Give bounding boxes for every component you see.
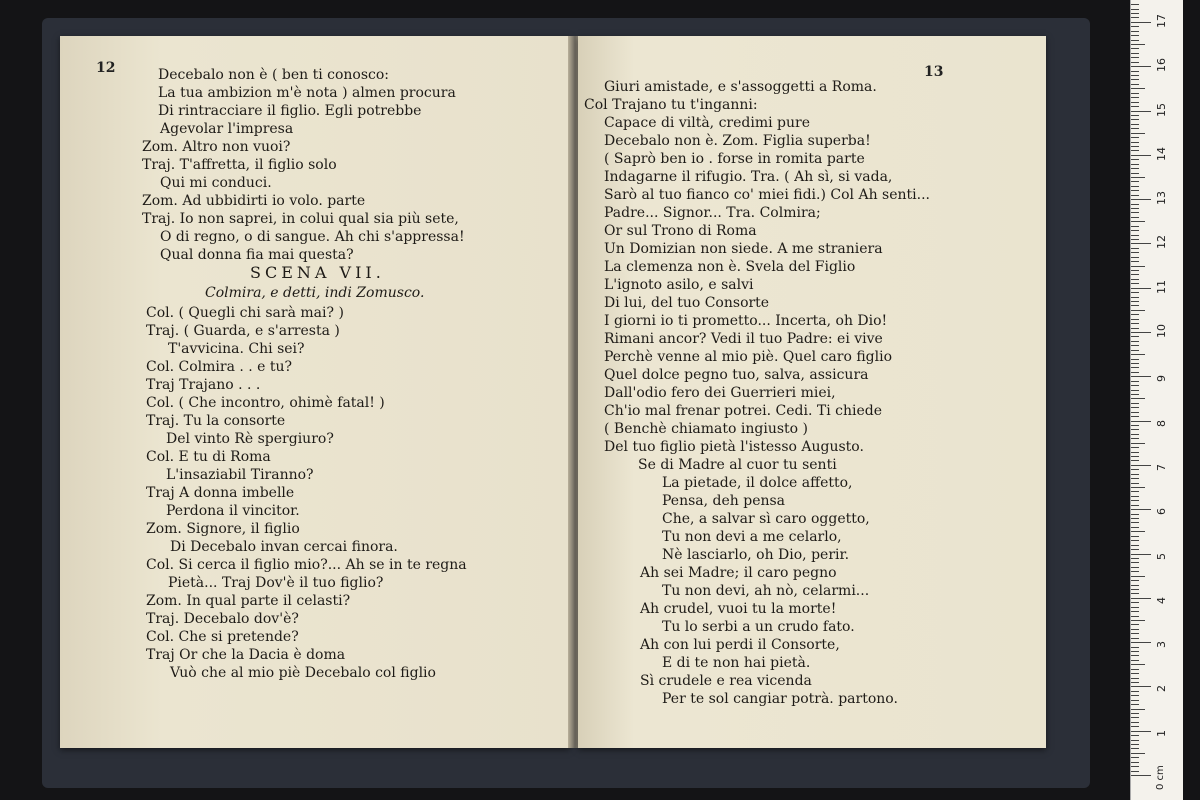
text-line: T'avvicina. Chi sei? <box>168 341 305 357</box>
text-line: Ah con lui perdi il Consorte, <box>640 637 840 653</box>
ruler-tick <box>1131 181 1139 182</box>
ruler-tick <box>1131 235 1139 236</box>
ruler-tick <box>1131 283 1139 284</box>
ruler-tick <box>1131 496 1139 497</box>
text-line: Giuri amistade, e s'assoggetti a Roma. <box>604 79 877 95</box>
ruler-tick <box>1131 651 1139 652</box>
ruler-tick <box>1131 771 1139 772</box>
ruler-tick <box>1131 13 1139 14</box>
ruler-tick <box>1131 248 1139 249</box>
ruler-tick <box>1131 48 1139 49</box>
ruler-tick <box>1131 562 1139 563</box>
text-line: La pietade, il dolce affetto, <box>662 475 853 491</box>
ruler-tick <box>1131 53 1139 54</box>
right-page <box>578 36 1046 748</box>
ruler-tick <box>1131 195 1139 196</box>
ruler-tick <box>1131 633 1139 634</box>
ruler-tick <box>1131 354 1145 355</box>
text-line: Tu lo serbi a un crudo fato. <box>662 619 855 635</box>
text-line: Pensa, deh pensa <box>662 493 786 509</box>
text-line: Sì crudele e rea vicenda <box>640 673 812 689</box>
ruler-tick <box>1131 310 1145 311</box>
ruler-tick <box>1131 514 1139 515</box>
ruler-tick <box>1131 208 1139 209</box>
text-line: Col Trajano tu t'inganni: <box>584 97 758 113</box>
ruler-tick <box>1131 717 1139 718</box>
ruler-tick <box>1131 478 1139 479</box>
ruler-tick <box>1131 266 1145 267</box>
ruler-tick <box>1131 305 1139 306</box>
text-line: Ch'io mal frenar potrei. Cedi. Ti chiede <box>604 403 882 419</box>
ruler-tick <box>1131 372 1139 373</box>
ruler-tick <box>1131 230 1139 231</box>
ruler-tick <box>1131 554 1151 555</box>
ruler-tick <box>1131 540 1139 541</box>
ruler-tick <box>1131 518 1139 519</box>
ruler-tick <box>1131 164 1139 165</box>
ruler-number: 8 <box>1155 419 1168 427</box>
ruler-tick <box>1131 487 1145 488</box>
page-number-right: 13 <box>924 64 944 80</box>
ruler-tick <box>1131 452 1139 453</box>
ruler-tick <box>1131 9 1139 10</box>
ruler-tick <box>1131 204 1139 205</box>
ruler-number: 16 <box>1155 58 1168 73</box>
ruler-tick <box>1131 624 1139 625</box>
ruler-tick <box>1131 438 1139 439</box>
ruler-tick <box>1131 341 1139 342</box>
text-line: Traj. Io non saprei, in colui qual sia più sete, <box>142 211 459 227</box>
ruler-number: 13 <box>1155 191 1168 206</box>
ruler-tick <box>1131 155 1151 156</box>
ruler-tick <box>1131 186 1139 187</box>
ruler-tick <box>1131 398 1145 399</box>
ruler-tick <box>1131 279 1139 280</box>
ruler-tick <box>1131 593 1139 594</box>
ruler-tick <box>1131 412 1139 413</box>
ruler-tick <box>1131 173 1139 174</box>
ruler-tick <box>1131 297 1139 298</box>
ruler-tick <box>1131 115 1139 116</box>
ruler-tick <box>1131 106 1139 107</box>
ruler-tick <box>1131 168 1139 169</box>
ruler-tick <box>1131 79 1139 80</box>
left-page <box>60 36 570 748</box>
text-line: Traj A donna imbelle <box>146 485 295 501</box>
text-line: Traj. T'affretta, il figlio solo <box>142 157 337 173</box>
ruler-tick <box>1131 700 1139 701</box>
ruler-tick <box>1131 429 1139 430</box>
ruler-tick <box>1131 124 1139 125</box>
ruler-tick <box>1131 71 1139 72</box>
ruler-tick <box>1131 775 1151 776</box>
text-line: Per te sol cangiar potrà. partono. <box>662 691 898 707</box>
ruler-tick <box>1131 381 1139 382</box>
ruler-tick <box>1131 44 1145 45</box>
text-line: Colmira, e detti, indi Zomusco. <box>205 285 425 301</box>
ruler-tick <box>1131 660 1139 661</box>
ruler-tick <box>1131 17 1139 18</box>
ruler-tick <box>1131 407 1139 408</box>
ruler-tick <box>1131 252 1139 253</box>
ruler-tick <box>1131 505 1139 506</box>
text-line: Traj. Tu la consorte <box>146 413 286 429</box>
ruler-tick <box>1131 288 1151 289</box>
ruler-tick <box>1131 212 1139 213</box>
ruler-tick <box>1131 359 1139 360</box>
ruler-tick <box>1131 57 1139 58</box>
ruler-tick <box>1131 97 1139 98</box>
ruler-tick <box>1131 753 1145 754</box>
ruler-tick <box>1131 598 1151 599</box>
ruler-tick <box>1131 500 1139 501</box>
ruler-tick <box>1131 460 1139 461</box>
ruler-number: 1 <box>1155 729 1168 737</box>
ruler-tick <box>1131 491 1139 492</box>
ruler-number: 5 <box>1155 552 1168 560</box>
text-line: O di regno, o di sangue. Ah chi s'appressa! <box>160 229 465 245</box>
ruler-tick <box>1131 686 1151 687</box>
ruler-tick <box>1131 585 1139 586</box>
text-line: Decebalo non è. Zom. Figlia superba! <box>604 133 871 149</box>
ruler-tick <box>1131 762 1139 763</box>
text-line: Vuò che al mio piè Decebalo col figlio <box>170 665 436 681</box>
ruler-tick <box>1131 731 1151 732</box>
text-line: Traj. Decebalo dov'è? <box>146 611 299 627</box>
ruler-tick <box>1131 664 1145 665</box>
ruler-tick <box>1131 522 1139 523</box>
ruler-tick <box>1131 638 1139 639</box>
ruler-tick <box>1131 713 1139 714</box>
ruler-tick <box>1131 558 1139 559</box>
ruler-number: 3 <box>1155 641 1168 649</box>
ruler-tick <box>1131 607 1139 608</box>
text-line: Col. ( Che incontro, ohimè fatal! ) <box>146 395 385 411</box>
ruler-tick <box>1131 416 1139 417</box>
text-line: La clemenza non è. Svela del Figlio <box>604 259 856 275</box>
text-line: Qui mi conduci. <box>160 175 272 191</box>
ruler-tick <box>1131 576 1145 577</box>
ruler-tick <box>1131 469 1139 470</box>
ruler-number: 10 <box>1155 324 1168 338</box>
ruler-tick <box>1131 722 1139 723</box>
ruler-tick <box>1131 589 1139 590</box>
ruler-tick <box>1131 261 1139 262</box>
text-line: Pietà... Traj Dov'è il tuo figlio? <box>168 575 384 591</box>
ruler-tick <box>1131 75 1139 76</box>
ruler-tick <box>1131 190 1139 191</box>
ruler-tick <box>1131 642 1151 643</box>
ruler-tick <box>1131 159 1139 160</box>
ruler-tick <box>1131 345 1139 346</box>
text-line: Agevolar l'impresa <box>160 121 294 137</box>
ruler-unit-label: 0 cm <box>1155 765 1166 790</box>
ruler-tick <box>1131 62 1139 63</box>
text-line: Traj Trajano . . . <box>146 377 261 393</box>
text-line: Col. E tu di Roma <box>146 449 271 465</box>
ruler-tick <box>1131 726 1139 727</box>
ruler-tick <box>1131 602 1139 603</box>
ruler-tick <box>1131 323 1139 324</box>
ruler-tick <box>1131 292 1139 293</box>
ruler-tick <box>1131 549 1139 550</box>
ruler-tick <box>1131 545 1139 546</box>
text-line: Un Domizian non siede. A me straniera <box>604 241 883 257</box>
ruler-tick <box>1131 88 1145 89</box>
ruler-tick <box>1131 102 1139 103</box>
ruler-tick <box>1131 740 1139 741</box>
ruler-number: 6 <box>1155 508 1168 516</box>
ruler-tick <box>1131 93 1139 94</box>
text-line: Col. Che si pretende? <box>146 629 299 645</box>
ruler-tick <box>1131 629 1139 630</box>
ruler-tick <box>1131 434 1139 435</box>
ruler-number: 14 <box>1155 146 1168 161</box>
ruler-tick <box>1131 128 1139 129</box>
ruler-tick <box>1131 691 1139 692</box>
ruler-tick <box>1131 709 1145 710</box>
text-line: Se di Madre al cuor tu senti <box>638 457 837 473</box>
ruler-tick <box>1131 4 1139 5</box>
ruler-tick <box>1131 332 1151 333</box>
text-line: Or sul Trono di Roma <box>604 223 757 239</box>
ruler-tick <box>1131 150 1139 151</box>
ruler-tick <box>1131 177 1145 178</box>
ruler-number: 12 <box>1155 235 1168 250</box>
ruler-tick <box>1131 146 1139 147</box>
ruler-tick <box>1131 35 1139 36</box>
ruler-tick <box>1131 243 1151 244</box>
text-line: Traj. ( Guarda, e s'arresta ) <box>146 323 340 339</box>
ruler-tick <box>1131 257 1139 258</box>
ruler-tick <box>1131 744 1139 745</box>
text-line: Perdona il vincitor. <box>166 503 300 519</box>
ruler-tick <box>1131 270 1139 271</box>
text-line: Di lui, del tuo Consorte <box>604 295 770 311</box>
ruler-tick <box>1131 704 1139 705</box>
ruler-tick <box>1131 580 1139 581</box>
text-line: Capace di viltà, credimi pure <box>604 115 810 131</box>
ruler-tick <box>1131 682 1139 683</box>
text-line: Ah crudel, vuoi tu la morte! <box>640 601 837 617</box>
text-line: ( Saprò ben io . forse in romita parte <box>604 151 865 167</box>
ruler-number: 11 <box>1155 279 1168 294</box>
text-line: Zom. Ad ubbidirti io volo. parte <box>142 193 366 209</box>
ruler-tick <box>1131 655 1139 656</box>
ruler-tick <box>1131 66 1151 67</box>
ruler-tick <box>1131 748 1139 749</box>
text-line: E di te non hai pietà. <box>662 655 811 671</box>
text-line: Col. Si cerca il figlio mio?... Ah se in te regna <box>146 557 467 573</box>
text-line: Nè lasciarlo, oh Dio, perir. <box>662 547 850 563</box>
text-line: Zom. Signore, il figlio <box>146 521 300 537</box>
ruler-tick <box>1131 217 1139 218</box>
text-line: Del vinto Rè spergiuro? <box>166 431 334 447</box>
ruler-tick <box>1131 350 1139 351</box>
ruler-number: 2 <box>1155 685 1168 693</box>
ruler-tick <box>1131 363 1139 364</box>
measurement-ruler <box>1130 0 1183 800</box>
ruler-tick <box>1131 456 1139 457</box>
ruler-tick <box>1131 425 1139 426</box>
ruler-tick <box>1131 735 1139 736</box>
text-line: L'insaziabil Tiranno? <box>166 467 314 483</box>
ruler-tick <box>1131 757 1139 758</box>
ruler-tick <box>1131 611 1139 612</box>
ruler-tick <box>1131 376 1151 377</box>
ruler-tick <box>1131 531 1145 532</box>
text-line: Col. Colmira . . e tu? <box>146 359 293 375</box>
ruler-tick <box>1131 474 1139 475</box>
text-line: Zom. Altro non vuoi? <box>142 139 291 155</box>
text-line: Sarò al tuo fianco co' miei fidi.) Col Ah senti... <box>604 187 930 203</box>
ruler-tick <box>1131 314 1139 315</box>
ruler-tick <box>1131 199 1151 200</box>
ruler-tick <box>1131 447 1139 448</box>
ruler-tick <box>1131 111 1151 112</box>
text-line: Tu non devi, ah nò, celarmi... <box>662 583 870 599</box>
ruler-tick <box>1131 336 1139 337</box>
text-line: Quel dolce pegno tuo, salva, assicura <box>604 367 869 383</box>
ruler-number: 4 <box>1155 596 1168 604</box>
ruler-tick <box>1131 133 1145 134</box>
text-line: Di rintracciare il figlio. Egli potrebbe <box>158 103 422 119</box>
text-line: Decebalo non è ( ben ti conosco: <box>158 67 390 83</box>
text-line: Tu non devi a me celarlo, <box>662 529 842 545</box>
text-line: Qual donna fia mai questa? <box>160 247 354 263</box>
ruler-tick <box>1131 620 1145 621</box>
text-line: I giorni io ti prometto... Incerta, oh Dio! <box>604 313 888 329</box>
text-line: Di Decebalo invan cercai finora. <box>170 539 398 555</box>
text-line: Dall'odio fero dei Guerrieri miei, <box>604 385 836 401</box>
ruler-tick <box>1131 31 1139 32</box>
ruler-tick <box>1131 301 1139 302</box>
ruler-number: 7 <box>1155 463 1168 471</box>
ruler-tick <box>1131 394 1139 395</box>
text-line: Padre... Signor... Tra. Colmira; <box>604 205 821 221</box>
ruler-tick <box>1131 567 1139 568</box>
ruler-tick <box>1131 483 1139 484</box>
ruler-tick <box>1131 328 1139 329</box>
ruler-tick <box>1131 695 1139 696</box>
ruler-tick <box>1131 239 1139 240</box>
ruler-tick <box>1131 527 1139 528</box>
text-line: Che, a salvar sì caro oggetto, <box>662 511 870 527</box>
ruler-tick <box>1131 137 1139 138</box>
ruler-tick <box>1131 119 1139 120</box>
ruler-tick <box>1131 669 1139 670</box>
ruler-tick <box>1131 766 1139 767</box>
ruler-tick <box>1131 274 1139 275</box>
ruler-tick <box>1131 673 1139 674</box>
text-line: ( Benchè chiamato ingiusto ) <box>604 421 809 437</box>
text-line: Perchè venne al mio piè. Quel caro figlio <box>604 349 893 365</box>
page-number-left: 12 <box>96 60 116 76</box>
ruler-tick <box>1131 142 1139 143</box>
ruler-tick <box>1131 509 1151 510</box>
text-line: Ah sei Madre; il caro pegno <box>640 565 837 581</box>
ruler-tick <box>1131 367 1139 368</box>
ruler-tick <box>1131 40 1139 41</box>
ruler-tick <box>1131 421 1151 422</box>
ruler-tick <box>1131 403 1139 404</box>
text-line: SCENA VII. <box>250 263 385 282</box>
ruler-number: 17 <box>1155 13 1168 28</box>
ruler-number: 9 <box>1155 375 1168 383</box>
text-line: Zom. In qual parte il celasti? <box>146 593 351 609</box>
text-line: La tua ambizion m'è nota ) almen procura <box>158 85 456 101</box>
text-line: Col. ( Quegli chi sarà mai? ) <box>146 305 344 321</box>
ruler-tick <box>1131 84 1139 85</box>
ruler-tick <box>1131 22 1151 23</box>
ruler-tick <box>1131 221 1145 222</box>
text-line: Traj Or che la Dacia è doma <box>146 647 346 663</box>
text-line: Del tuo figlio pietà l'istesso Augusto. <box>604 439 864 455</box>
text-line: L'ignoto asilo, e salvi <box>604 277 754 293</box>
ruler-tick <box>1131 385 1139 386</box>
ruler-tick <box>1131 616 1139 617</box>
ruler-tick <box>1131 647 1139 648</box>
ruler-tick <box>1131 465 1151 466</box>
ruler-tick <box>1131 26 1139 27</box>
text-line: Rimani ancor? Vedi il tuo Padre: ei vive <box>604 331 883 347</box>
ruler-tick <box>1131 536 1139 537</box>
ruler-number: 15 <box>1155 102 1168 117</box>
ruler-tick <box>1131 571 1139 572</box>
ruler-tick <box>1131 226 1139 227</box>
text-line: Indagarne il rifugio. Tra. ( Ah sì, si vada, <box>604 169 893 185</box>
ruler-tick <box>1131 390 1139 391</box>
ruler-tick <box>1131 443 1145 444</box>
ruler-tick <box>1131 319 1139 320</box>
ruler-tick <box>1131 678 1139 679</box>
